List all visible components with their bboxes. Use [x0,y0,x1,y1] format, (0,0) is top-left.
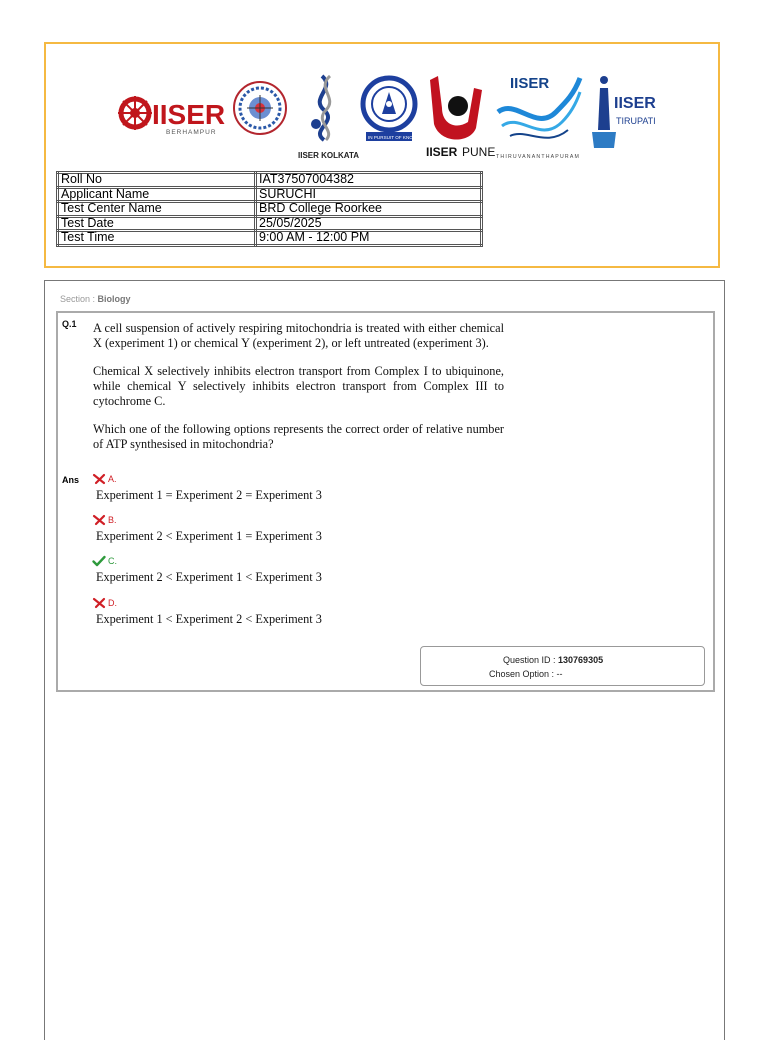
cross-icon [92,597,106,609]
question-panel [44,280,725,1040]
option-c [92,555,322,585]
test-date-value: 25/05/2025 [256,216,482,231]
svg-text:IN PURSUIT OF KNOWLEDGE: IN PURSUIT OF KNOWLEDGE [368,135,433,140]
ans-label: Ans [62,475,80,485]
roll-value: IAT37507004382 [256,173,482,188]
option-b [92,514,322,544]
applicant-name-label: Applicant Name [58,187,256,202]
svg-text:TIRUPATI: TIRUPATI [616,116,656,126]
svg-text:IISER KOLKATA: IISER KOLKATA [298,151,360,160]
option-letter: B. [108,515,117,525]
option-letter: C. [108,556,117,566]
option-text: Experiment 1 = Experiment 2 = Experiment 3 [96,488,322,502]
question-id-value: 130769305 [558,655,604,665]
option-letter: D. [108,598,117,608]
svg-text:IISER: IISER [614,95,656,112]
table-row [58,231,482,246]
roll-label: Roll No [58,173,256,188]
chosen-option-value: -- [556,669,563,679]
table-row [58,173,482,188]
svg-text:BERHAMPUR: BERHAMPUR [166,129,217,136]
cross-icon [92,514,106,526]
iiser-pune-logo [426,68,496,168]
question-text [93,321,504,465]
option-text: Experiment 2 < Experiment 1 = Experiment 3 [96,529,322,543]
test-center-label: Test Center Name [58,202,256,217]
section-label [60,294,131,304]
cross-icon [92,473,106,485]
chosen-option-label: Chosen Option : [489,669,557,679]
svg-text:THIRUVANANTHAPURAM: THIRUVANANTHAPURAM [496,154,581,160]
option-letter: A. [108,474,117,484]
svg-text:IISER: IISER [426,145,458,159]
test-time-value: 9:00 AM - 12:00 PM [256,231,482,246]
check-icon [92,555,106,567]
section-prefix: Section : [60,294,98,304]
section-name: Biology [97,294,131,304]
iiser-tirupati-logo [590,68,656,168]
question-number: Q.1 [62,319,77,329]
table-row [58,187,482,202]
table-row [58,202,482,217]
applicant-name-value: SURUCHI [256,187,482,202]
test-date-label: Test Date [58,216,256,231]
option-a [92,473,322,503]
question-id [503,655,603,665]
svg-text:PUNE: PUNE [462,145,496,159]
table-row [58,216,482,231]
institute-logos [116,68,656,172]
test-time-label: Test Time [58,231,256,246]
iiser-berhampur-logo [116,68,228,168]
candidate-header [44,42,720,268]
option-text: Experiment 1 < Experiment 2 < Experiment 3 [96,612,322,626]
iiser-mohali-seal-logo [362,68,433,168]
iiser-kolkata-logo [296,68,360,168]
question-id-label: Question ID : [503,655,559,665]
iiser-bhopal-seal-logo [230,68,290,168]
question-id-box [420,646,705,686]
question-paragraph-2: Chemical X selectively inhibits electron transport from Complex I to ubiquinone, while chemical Y selectively inhibits electron transport from Complex III to cytochrome C. [93,364,504,408]
candidate-info-table [56,171,483,247]
svg-text:IISER: IISER [152,99,226,130]
svg-text:IISER: IISER [510,75,550,92]
question-box [56,311,715,692]
test-center-value: BRD College Roorkee [256,202,482,217]
chosen-option [489,669,563,679]
question-paragraph-1: A cell suspension of actively respiring mitochondria is treated with either chemical X (experiment 1) or chemical Y (experiment 2), or left untreated (experiment 3). [93,321,504,350]
iiser-thiruvananthapuram-logo [496,68,582,168]
option-text: Experiment 2 < Experiment 1 < Experiment 3 [96,570,322,584]
question-paragraph-3: Which one of the following options represents the correct order of relative number of ATP synthesised in mitochondria? [93,422,504,451]
option-d [92,597,322,627]
